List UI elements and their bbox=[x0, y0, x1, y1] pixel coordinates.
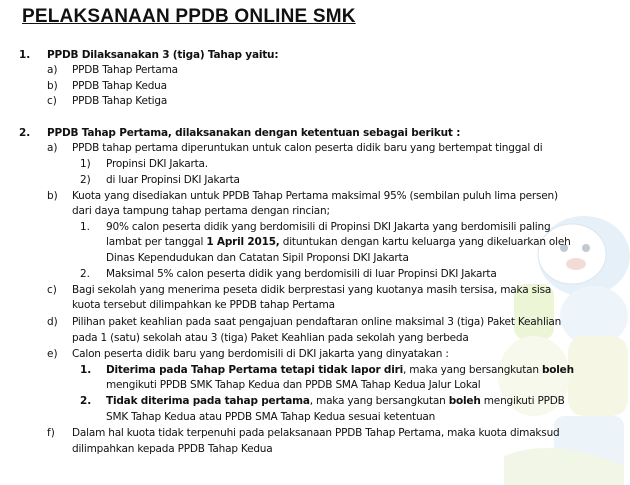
sub-item: di luar Propinsi DKI Jakarta bbox=[106, 174, 240, 186]
list-item-line: dilimpahkan kepada PPDB Tahap Kedua bbox=[72, 443, 273, 455]
sub-marker: 1. bbox=[80, 364, 92, 376]
list-marker: a) bbox=[47, 64, 58, 76]
list-item-line: Kuota yang disediakan untuk PPDB Tahap Pertama maksimal 95% (sembilan puluh lima persen) bbox=[72, 190, 558, 202]
sub-item-line: 90% calon peserta didik yang berdomisili di Propinsi DKI Jakarta yang berdomisili paling bbox=[106, 221, 551, 233]
text-run: , maka yang bersangkutan bbox=[403, 364, 542, 376]
date-highlight: 1 April 2015, bbox=[206, 236, 280, 248]
text-bold: boleh bbox=[541, 364, 574, 376]
sub-marker: 1. bbox=[80, 221, 91, 233]
section-2-heading: PPDB Tahap Pertama, dilaksanakan dengan ketentuan sebagai berikut : bbox=[47, 127, 461, 139]
list-marker: b) bbox=[47, 190, 58, 202]
sub-item-line: mengikuti PPDB SMK Tahap Kedua dan PPDB SMA Tahap Kedua Jalur Lokal bbox=[106, 379, 481, 391]
sub-marker: 1) bbox=[80, 158, 91, 170]
section-2-number: 2. bbox=[19, 127, 31, 139]
sub-item-line bbox=[106, 235, 571, 249]
text-bold: Diterima pada Tahap Pertama tetapi tidak lapor diri bbox=[106, 364, 403, 376]
sub-item-line bbox=[106, 394, 565, 408]
text-bold: boleh bbox=[448, 395, 481, 407]
list-marker: a) bbox=[47, 142, 58, 154]
list-item-line: Bagi sekolah yang menerima peseta didik berprestasi yang kuotanya masih tersisa, maka sisa bbox=[72, 284, 552, 296]
list-marker: f) bbox=[47, 427, 55, 439]
text-run: lambat per tanggal bbox=[106, 236, 207, 248]
list-item: PPDB Tahap Kedua bbox=[72, 80, 167, 92]
list-marker: e) bbox=[47, 348, 58, 360]
sub-marker: 2) bbox=[80, 174, 91, 186]
list-item: PPDB Tahap Pertama bbox=[72, 64, 178, 76]
list-item-line: pada 1 (satu) sekolah atau 3 (tiga) Paket Keahlian pada sekolah yang berbeda bbox=[72, 332, 469, 344]
sub-item-line: SMK Tahap Kedua atau PPDB SMA Tahap Kedua sesuai ketentuan bbox=[106, 411, 436, 423]
sub-marker: 2. bbox=[80, 268, 91, 280]
list-marker: b) bbox=[47, 80, 58, 92]
list-item: Calon peserta didik baru yang berdomisili di DKI jakarta yang dinyatakan : bbox=[72, 348, 449, 360]
list-marker: c) bbox=[47, 284, 57, 296]
list-item: PPDB Tahap Ketiga bbox=[72, 95, 168, 107]
section-1-heading: PPDB Dilaksanakan 3 (tiga) Tahap yaitu: bbox=[47, 49, 279, 61]
page-title: PELAKSANAAN PPDB ONLINE SMK bbox=[22, 6, 356, 27]
text-bold: Tidak diterima pada tahap pertama bbox=[106, 395, 310, 407]
list-item-line: dari daya tampung tahap pertama dengan rincian; bbox=[72, 205, 330, 217]
list-item-line: kuota tersebut dilimpahkan ke PPDB tahap Pertama bbox=[72, 299, 335, 311]
sub-item-line bbox=[106, 363, 574, 377]
list-marker: c) bbox=[47, 95, 57, 107]
sub-item: Maksimal 5% calon peserta didik yang berdomisili di luar Propinsi DKI Jakarta bbox=[106, 268, 497, 280]
text-run: , maka yang bersangkutan bbox=[309, 395, 449, 407]
list-item-line: Pilihan paket keahlian pada saat pengajuan pendaftaran online maksimal 3 (tiga) Paket Keahlian bbox=[72, 316, 562, 328]
sub-marker: 2. bbox=[80, 395, 92, 407]
text-run: mengikuti PPDB bbox=[480, 395, 565, 407]
section-1-number: 1. bbox=[19, 49, 31, 61]
sub-item-line: Dinas Kependudukan dan Catatan Sipil Proponsi DKI Jakarta bbox=[106, 252, 409, 264]
list-item-line: Dalam hal kuota tidak terpenuhi pada pelaksanaan PPDB Tahap Pertama, maka kuota dimaksud bbox=[72, 427, 560, 439]
sub-item: Propinsi DKI Jakarta. bbox=[106, 158, 208, 170]
list-marker: d) bbox=[47, 316, 58, 328]
text-run: dituntukan dengan kartu keluarga yang dikeluarkan oleh bbox=[279, 236, 571, 248]
list-item: PPDB tahap pertama diperuntukan untuk calon peserta didik baru yang bertempat tinggal di bbox=[72, 142, 543, 154]
